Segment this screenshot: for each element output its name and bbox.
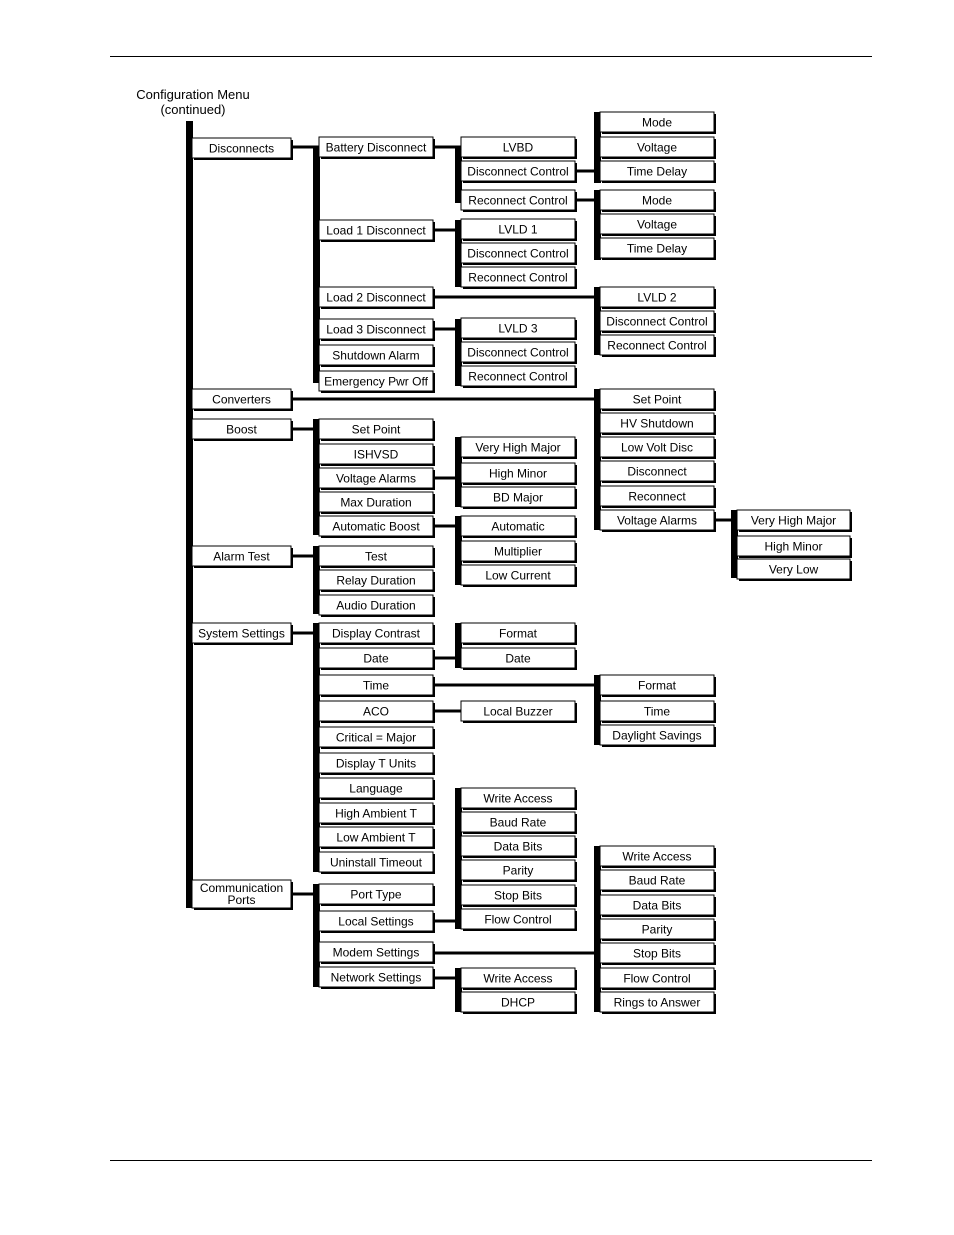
boost-max-duration-box — [319, 492, 435, 514]
local-data-bits-box — [461, 836, 577, 858]
local-write-access-box — [461, 788, 577, 810]
local-settings-box — [319, 911, 435, 933]
system-settings-box — [192, 623, 293, 645]
load1-disconnect-box — [319, 220, 435, 242]
load3-disconnect-box — [319, 319, 435, 341]
emergency-pwr-off-box-label: Emergency Pwr Off — [324, 374, 428, 389]
boost-multiplier-box — [461, 541, 577, 563]
battery-dc-time-delay-box — [600, 161, 716, 183]
alarm-test-box-label: Alarm Test — [213, 549, 270, 564]
boost-set-point-box — [319, 419, 435, 441]
battery-disconnect-box-label: Battery Disconnect — [325, 140, 427, 155]
conv-high-minor-box-label: High Minor — [764, 539, 823, 554]
modem-parity-box-label: Parity — [641, 922, 673, 937]
disconnects-box — [192, 138, 293, 160]
modem-baud-rate-box — [600, 870, 716, 892]
local-data-bits-box-label: Data Bits — [493, 839, 543, 854]
lvld2-box-label: LVLD 2 — [637, 290, 677, 305]
local-flow-control-box — [461, 909, 577, 931]
battery-rc-time-delay-box-label: Time Delay — [626, 241, 688, 256]
sys-time-time-box-label: Time — [643, 704, 671, 719]
modem-data-bits-box — [600, 895, 716, 917]
sys-display-contrast-box-label: Display Contrast — [331, 626, 421, 641]
sys-display-contrast-box — [319, 623, 435, 645]
boost-ishvsd-box — [319, 444, 435, 466]
conv-set-point-box-label: Set Point — [632, 392, 682, 407]
network-write-access-box — [461, 968, 577, 990]
conv-low-volt-disc-box-label: Low Volt Disc — [620, 440, 694, 455]
lvbd-box — [461, 137, 577, 159]
load3-disconnect-control-box — [461, 342, 577, 364]
battery-disconnect-control-box — [461, 161, 577, 183]
local-stop-bits-box — [461, 885, 577, 907]
sys-critical-major-box-label: Critical = Major — [335, 730, 417, 745]
local-parity-box — [461, 860, 577, 882]
load2-disconnect-box — [319, 287, 435, 309]
battery-disconnect-box — [319, 137, 435, 159]
battery-disconnect-control-box-label: Disconnect Control — [467, 164, 569, 179]
modem-settings-box — [319, 942, 435, 964]
modem-baud-rate-box-label: Baud Rate — [628, 873, 686, 888]
sys-date-format-box-label: Format — [498, 626, 538, 641]
load3-disconnect-control-box-label: Disconnect Control — [467, 345, 569, 360]
battery-reconnect-control-box — [461, 190, 577, 212]
modem-settings-box-label: Modem Settings — [332, 945, 420, 960]
load2-disconnect-control-box-label: Disconnect Control — [606, 314, 708, 329]
sys-time-time-box — [600, 701, 716, 723]
local-flow-control-box-label: Flow Control — [484, 912, 552, 927]
title-line-1: Configuration Menu — [136, 87, 250, 102]
conv-very-low-box — [737, 559, 852, 581]
title-line-2: (continued) — [160, 102, 226, 117]
communication-ports-box-label-1: Communication — [199, 881, 284, 895]
conv-reconnect-box-label: Reconnect — [628, 489, 686, 504]
battery-dc-mode-box-label: Mode — [641, 115, 673, 130]
conv-hv-shutdown-box — [600, 413, 716, 435]
boost-multiplier-box-label: Multiplier — [493, 544, 543, 559]
battery-rc-mode-box — [600, 190, 716, 212]
alarm-test-test-box-label: Test — [364, 549, 388, 564]
lvbd-box-label: LVBD — [502, 140, 534, 155]
sys-date-date-box — [461, 648, 577, 670]
boost-high-minor-box-label: High Minor — [488, 466, 548, 481]
local-settings-box-label: Local Settings — [338, 914, 414, 929]
conv-hv-shutdown-box-label: HV Shutdown — [620, 416, 694, 431]
boost-very-high-major-box-label: Very High Major — [475, 440, 561, 455]
boost-box-label: Boost — [226, 422, 257, 437]
network-dhcp-box — [461, 992, 577, 1014]
sys-high-ambient-t-box-label: High Ambient T — [335, 806, 417, 821]
local-parity-box-label: Parity — [502, 863, 534, 878]
local-trunk — [455, 788, 462, 929]
load1-reconnect-control-box-label: Reconnect Control — [468, 270, 568, 285]
conv-reconnect-box — [600, 486, 716, 508]
boost-automatic-boost-box-label: Automatic Boost — [332, 519, 420, 534]
alarm-test-relay-duration-box — [319, 570, 435, 592]
conv-voltage-alarms-box-label: Voltage Alarms — [616, 513, 698, 528]
modem-flow-control-box-label: Flow Control — [623, 971, 691, 986]
sys-language-box-label: Language — [349, 781, 403, 796]
local-stop-bits-box-label: Stop Bits — [493, 888, 543, 903]
boost-voltage-alarms-box-label: Voltage Alarms — [335, 471, 417, 486]
converters-box-label: Converters — [212, 392, 271, 407]
lvld1-box-label: LVLD 1 — [498, 222, 538, 237]
boost-ishvsd-box-label: ISHVSD — [353, 447, 399, 462]
level1-trunk — [186, 121, 193, 908]
boost-bd-major-box-label: BD Major — [492, 490, 544, 505]
conv-low-volt-disc-box — [600, 437, 716, 459]
sys-low-ambient-t-box-label: Low Ambient T — [336, 830, 416, 845]
modem-stop-bits-box-label: Stop Bits — [632, 946, 682, 961]
modem-parity-box — [600, 919, 716, 941]
sys-display-t-units-box-label: Display T Units — [335, 756, 417, 771]
boost-very-high-major-box — [461, 437, 577, 459]
boost-set-point-box-label: Set Point — [351, 422, 401, 437]
network-settings-box-label: Network Settings — [330, 970, 422, 985]
boost-low-current-box-label: Low Current — [485, 568, 551, 583]
conv-disconnect-box — [600, 461, 716, 483]
sys-aco-local-buzzer-box-label: Local Buzzer — [483, 704, 553, 719]
network-dhcp-box-label: DHCP — [500, 995, 536, 1010]
modem-write-access-box — [600, 846, 716, 868]
battery-dc-time-delay-box-label: Time Delay — [626, 164, 688, 179]
boost-voltage-alarms-box — [319, 468, 435, 490]
emergency-pwr-off-box — [319, 371, 435, 393]
sys-display-t-units-box — [319, 753, 435, 775]
sys-date-format-box — [461, 623, 577, 645]
modem-stop-bits-box — [600, 943, 716, 965]
load1-disconnect-control-box — [461, 243, 577, 265]
system-settings-box-label: System Settings — [198, 626, 285, 641]
sys-aco-local-buzzer-box — [461, 701, 577, 723]
alarm-test-box — [192, 546, 293, 568]
boost-automatic-box-label: Automatic — [491, 519, 545, 534]
load2-reconnect-control-box-label: Reconnect Control — [607, 338, 707, 353]
sys-critical-major-box — [319, 727, 435, 749]
sys-high-ambient-t-box — [319, 803, 435, 825]
battery-rc-voltage-box-label: Voltage — [636, 217, 678, 232]
load2-disconnect-box-label: Load 2 Disconnect — [326, 290, 426, 305]
load1-reconnect-control-box — [461, 267, 577, 289]
alarm-test-test-box — [319, 546, 435, 568]
alarm-test-audio-duration-box-label: Audio Duration — [336, 598, 416, 613]
communication-ports-box — [192, 880, 293, 910]
lvld3-box — [461, 318, 577, 340]
communication-ports-box-label-2: Ports — [227, 893, 256, 907]
alarm-test-audio-duration-box — [319, 595, 435, 617]
port-type-box — [319, 884, 435, 906]
load2-disconnect-control-box — [600, 311, 716, 333]
load3-disconnect-box-label: Load 3 Disconnect — [326, 322, 426, 337]
battery-rc-voltage-box — [600, 214, 716, 236]
battery-rc-mode-box-label: Mode — [641, 193, 673, 208]
modem-rings-to-answer-box — [600, 992, 716, 1014]
sys-time-box-label: Time — [362, 678, 390, 693]
boost-max-duration-box-label: Max Duration — [340, 495, 412, 510]
sys-time-daylight-savings-box — [600, 725, 716, 747]
port-type-box-label: Port Type — [350, 887, 402, 902]
sys-aco-box-label: ACO — [362, 704, 390, 719]
modem-write-access-box-label: Write Access — [622, 849, 692, 864]
disconnects-box-label: Disconnects — [208, 141, 275, 156]
battery-dc-mode-box — [600, 112, 716, 134]
sys-time-daylight-savings-box-label: Daylight Savings — [612, 728, 702, 743]
battery-dc-voltage-box-label: Voltage — [636, 140, 678, 155]
sys-date-date-box-label: Date — [505, 651, 531, 666]
sys-uninstall-timeout-box-label: Uninstall Timeout — [329, 855, 423, 870]
modem-data-bits-box-label: Data Bits — [632, 898, 682, 913]
shutdown-alarm-box — [319, 345, 435, 367]
load1-disconnect-box-label: Load 1 Disconnect — [326, 223, 426, 238]
alarm-test-relay-duration-box-label: Relay Duration — [336, 573, 416, 588]
load2-reconnect-control-box — [600, 335, 716, 357]
load3-reconnect-control-box — [461, 366, 577, 388]
lvld3-box-label: LVLD 3 — [498, 321, 538, 336]
sys-time-format-box — [600, 675, 716, 697]
sys-uninstall-timeout-box — [319, 852, 435, 874]
sys-time-box — [319, 675, 435, 697]
conv-high-minor-box — [737, 536, 852, 558]
conv-very-high-major-box — [737, 510, 852, 532]
boost-automatic-box — [461, 516, 577, 538]
sys-language-box — [319, 778, 435, 800]
conv-set-point-box — [600, 389, 716, 411]
conv-very-low-box-label: Very Low — [768, 562, 819, 577]
boost-bd-major-box — [461, 487, 577, 509]
shutdown-alarm-box-label: Shutdown Alarm — [332, 348, 420, 363]
modem-rings-to-answer-box-label: Rings to Answer — [613, 995, 701, 1010]
load3-reconnect-control-box-label: Reconnect Control — [468, 369, 568, 384]
sys-low-ambient-t-box — [319, 827, 435, 849]
boost-low-current-box — [461, 565, 577, 587]
network-write-access-box-label: Write Access — [483, 971, 553, 986]
boost-automatic-boost-box — [319, 516, 435, 538]
sys-aco-box — [319, 701, 435, 723]
lvld2-box — [600, 287, 716, 309]
local-baud-rate-box — [461, 812, 577, 834]
conv-very-high-major-box-label: Very High Major — [750, 513, 837, 528]
battery-rc-time-delay-box — [600, 238, 716, 260]
local-baud-rate-box-label: Baud Rate — [489, 815, 547, 830]
lvld1-box — [461, 219, 577, 241]
sys-time-format-box-label: Format — [637, 678, 677, 693]
converters-trunk — [594, 389, 601, 530]
modem-flow-control-box — [600, 968, 716, 990]
conv-voltage-alarms-box — [600, 510, 716, 532]
load1-disconnect-control-box-label: Disconnect Control — [467, 246, 569, 261]
menu-boxes — [192, 112, 852, 1014]
network-settings-box — [319, 967, 435, 989]
battery-dc-voltage-box — [600, 137, 716, 159]
sys-date-box — [319, 648, 435, 670]
converters-box — [192, 389, 293, 411]
sys-date-box-label: Date — [363, 651, 389, 666]
boost-high-minor-box — [461, 463, 577, 485]
boost-box — [192, 419, 293, 441]
conv-disconnect-box-label: Disconnect — [627, 464, 687, 479]
local-write-access-box-label: Write Access — [483, 791, 553, 806]
battery-reconnect-control-box-label: Reconnect Control — [468, 193, 568, 208]
